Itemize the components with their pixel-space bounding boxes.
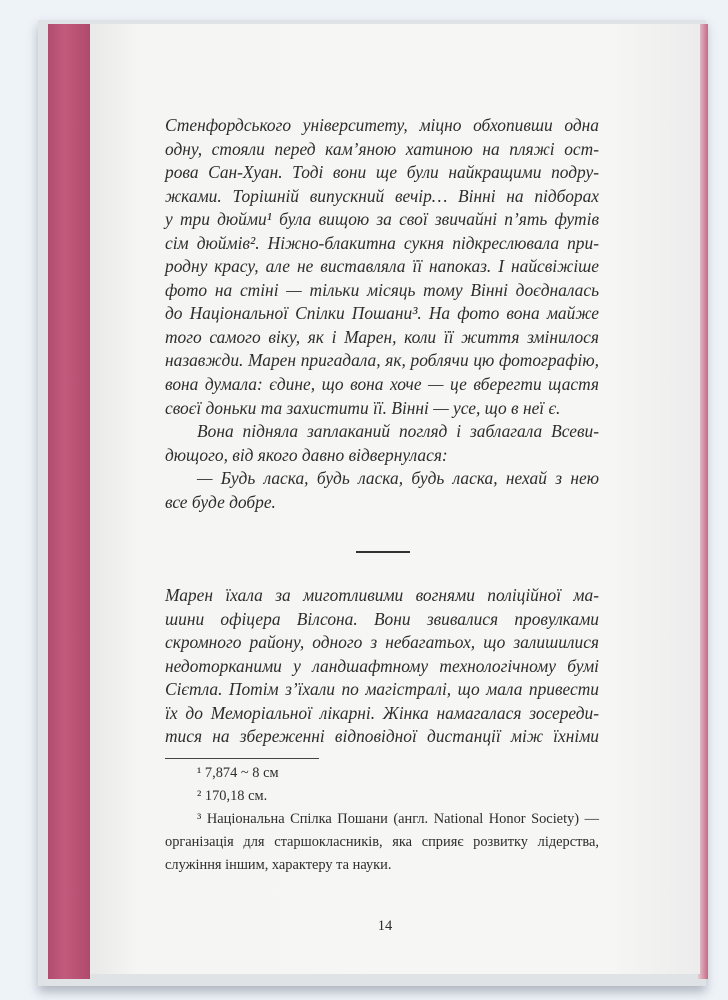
text-section-2 xyxy=(165,584,599,749)
text-line: дющого, від якого давно відвернулася: xyxy=(165,444,448,465)
footnote-line: ³ Національна Спілка Пошани (англ. National Honor Society) — xyxy=(197,811,599,827)
footnote-line: ¹ 7,874 ~ 8 см xyxy=(197,765,279,781)
text-line: тися на збереженні відповідної дистанції між їхніми xyxy=(165,726,599,747)
text-line: сім дюймів². Ніжно-блакитна сукня підкреслювала при- xyxy=(165,232,599,253)
text-line: недоторканими у ландшафтному технологічному бумі xyxy=(165,655,599,676)
text-line: своєї доньки та захистити її. Вінні — усе, що в неї є. xyxy=(165,397,561,418)
text-line: до Національної Спілки Пошани³. На фото вона майже xyxy=(165,303,599,324)
text-line: рова Сан-Хуан. Тоді вони ще були найкращими подру- xyxy=(165,162,599,183)
text-line: — Будь ласка, будь ласка, будь ласка, нехай з нею xyxy=(197,468,599,489)
text-line: все буде добре. xyxy=(165,491,276,512)
text-line: Сієтла. Потім з’їхали по магістралі, що мала привести xyxy=(165,679,599,700)
text-line: фото на стіні — тільки місяць тому Вінні доєдналась xyxy=(165,279,599,300)
text-line: вона думала: єдине, що вона хоче — це вберегти щастя xyxy=(165,374,599,395)
section-divider xyxy=(356,551,410,553)
text-line: шини офіцера Вілсона. Вони звивалися провулками xyxy=(165,608,599,629)
footnote-line: ² 170,18 см. xyxy=(197,788,268,804)
text-section-1 xyxy=(165,114,599,514)
footnote-line: організація для старшокласників, яка сприяє розвитку лідерства, xyxy=(165,834,599,850)
footnotes xyxy=(165,762,599,877)
text-line: їх до Меморіальної лікарні. Жінка намагалася зосереди- xyxy=(165,702,599,723)
text-line: Марен їхала за миготливими вогнями поліційної ма- xyxy=(165,585,599,605)
text-line: Вона підняла заплаканий погляд і заблагала Всеви- xyxy=(197,421,599,442)
text-line: назавжди. Марен пригадала, як, роблячи цю фотографію, xyxy=(165,350,599,371)
text-line: родну красу, але не виставляла її напоказ. І найсвіжіше xyxy=(165,256,599,277)
text-line: жками. Торішній випускний вечір… Вінні на підборах xyxy=(165,185,599,206)
book-page-edges-left xyxy=(48,24,90,979)
text-line: одну, стояли перед кам’яною хатиною на пляжі ост- xyxy=(165,138,599,159)
text-line: скромного району, одного з небагатьох, що залишилися xyxy=(165,632,599,653)
text-line: того самого віку, як і Марен, коли її життя змінилося xyxy=(165,326,599,347)
text-line: у три дюйми¹ була вищою за свої звичайні п’ять футів xyxy=(165,209,599,230)
footnote-line: служіння іншим, характеру та науки. xyxy=(165,857,392,873)
text-line: Стенфордського університету, міцно обхопивши одна xyxy=(165,115,599,135)
page-number: 14 xyxy=(377,918,393,934)
footnote-rule xyxy=(165,758,319,759)
